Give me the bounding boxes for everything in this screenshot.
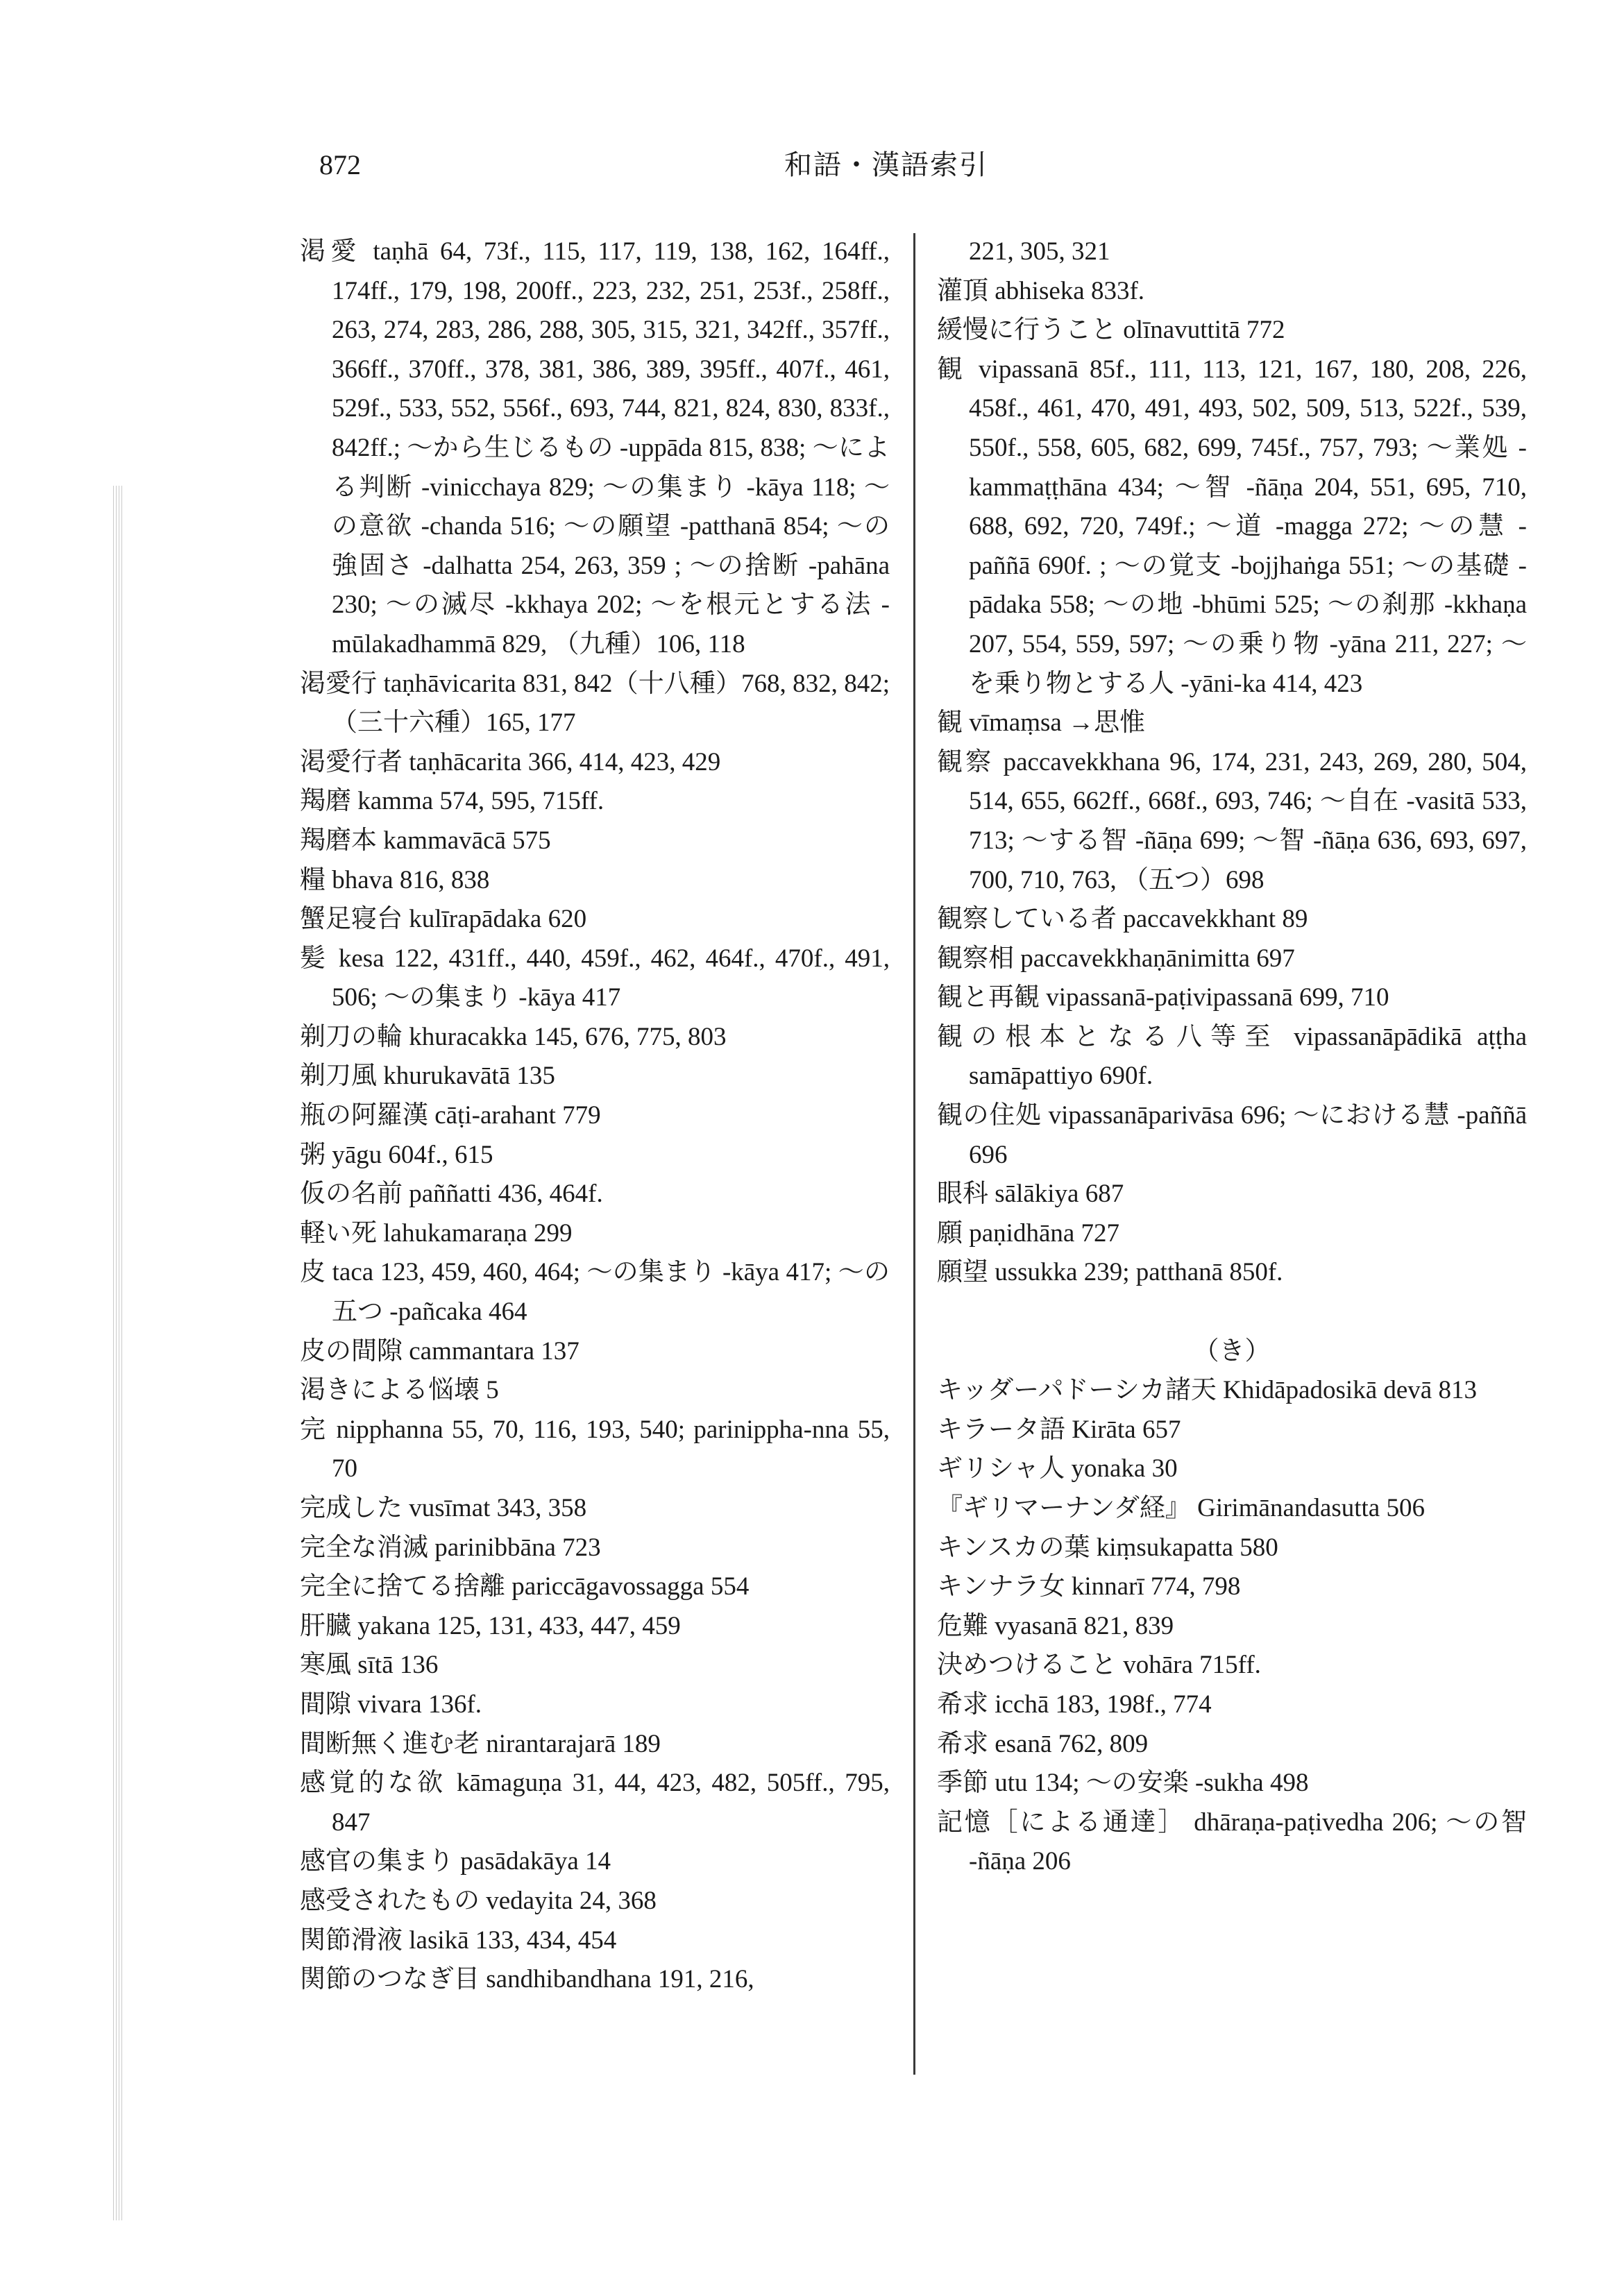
index-entry: 観の根本となる八等至 vipassanāpādikā aṭṭha samāpattiyo 690f. [937,1022,1527,1091]
continued-entry: 221, 305, 321 [969,237,1110,266]
index-entry: 剃刀の輪 khuracakka 145, 676, 775, 803 [300,1022,727,1051]
index-entry: 観 vīmaṃsa →思惟 [937,708,1146,738]
index-entry: 希求 icchā 183, 198f., 774 [937,1690,1212,1719]
index-entry: キンスカの葉 kiṃsukapatta 580 [937,1533,1278,1562]
running-head: 和語・漢語索引 [784,149,988,181]
index-entry: 願 paṇidhāna 727 [937,1218,1120,1248]
index-entry: 間断無く進む老 nirantarajarā 189 [300,1729,661,1758]
column-divider [913,233,915,2075]
index-entry: ギリシャ人 yonaka 30 [937,1454,1178,1483]
index-entry: 危難 vyasanā 821, 839 [937,1611,1174,1640]
index-entry: 願望 ussukka 239; patthanā 850f. [937,1258,1283,1287]
index-entry: 観の住処 vipassanāparivāsa 696; ～における慧 -paññā 696 [937,1101,1527,1169]
index-entry: 渇愛行者 taṇhācarita 366, 414, 423, 429 [300,747,721,776]
index-entry: 観察相 paccavekkhaṇānimitta 697 [937,944,1295,973]
index-entry: 感覚的な欲 kāmaguṇa 31, 44, 423, 482, 505ff., 795, 847 [300,1769,890,1837]
index-entry: 観 vipassanā 85f., 111, 113, 121, 167, 180, 208, 226, 458f., 461, 470, 491, 493, 502, 509, 513, 522f., 539, 550f., 558, 605, 682, 699, 745f., 757, 793; ～業処 -kammaṭṭhāna 434; ～智 -ñāṇa 204, 551, 695, 710, 688, 692, 720, 749f.; ～道 -magga 272; ～の慧 -paññā 690f. ; ～の覚支 -bojjhaṅga 551; ～の基礎 -pādaka 558; ～の地 -bhūmi 525; ～の刹那 -kkhaṇa 207, 554, 559, 597; ～の乗り物 -yāna 211, 227; ～を乗り物とする人 -yāni-ka 414, 423 [937,355,1527,698]
index-entry: 粥 yāgu 604f., 615 [300,1140,493,1169]
index-entry: 緩慢に行うこと olīnavuttitā 772 [937,316,1285,345]
index-entry: 仮の名前 paññatti 436, 464f. [300,1180,603,1209]
index-entry: 完成した vusīmat 343, 358 [300,1494,587,1522]
left-column [300,232,890,2000]
index-entry: 観察 paccavekkhana 96, 174, 231, 243, 269, 280, 504, 514, 655, 662ff., 668f., 693, 746; ～自在 -vasitā 533, 713; ～する智 -ñāṇa 699; ～智 -ñāṇa 636, 693, 697, 700, 710, 763, （五つ）698 [937,747,1527,894]
index-entry: 完全に捨てる捨離 pariccāgavossagga 554 [300,1572,750,1601]
index-entry: 希求 esanā 762, 809 [937,1729,1149,1758]
index-entry: 渇愛行 taṇhāvicarita 831, 842（十八種）768, 832, 842; （三十六種）165, 177 [300,669,890,738]
index-entry: 寒風 sītā 136 [300,1651,439,1680]
section-heading: （き） [1193,1336,1271,1366]
index-entry: 完全な消滅 parinibbāna 723 [300,1533,601,1562]
index-entry: 眼科 sālākiya 687 [937,1180,1124,1209]
index-entry: 皮 taca 123, 459, 460, 464; ～の集まり -kāya 417; ～の五つ -pañcaka 464 [300,1258,890,1327]
index-entry: 皮の間隙 cammantara 137 [300,1336,580,1366]
right-column [937,232,1527,1882]
index-entry: 関節滑液 lasikā 133, 434, 454 [300,1925,617,1955]
index-entry: 灌頂 abhiseka 833f. [937,276,1145,305]
index-entry: 間隙 vivara 136f. [300,1690,482,1719]
index-entry: 渇愛 taṇhā 64, 73f., 115, 117, 119, 138, 162, 164ff., 174ff., 179, 198, 200ff., 223, 232, 251, 253f., 258ff., 263, 274, 283, 286, 288, 305, 315, 321, 342ff., 357ff., 366ff., 370ff., 378, 381, 386, 389, 395ff., 407f., 461, 529f., 533, 552, 556f., 693, 744, 821, 824, 830, 833f., 842ff.; ～から生じるもの -uppāda 815, 838; ～による判断 -vinicchaya 829; ～の集まり -kāya 118; ～の意欲 -chanda 516; ～の願望 -patthanā 854; ～の強固さ -dalhatta 254, 263, 359 ; ～の捨断 -pahāna 230; ～の滅尽 -kkhaya 202; ～を根元とする法 -mūlakadhammā 829, （九種）106, 118 [300,237,890,658]
index-entry: 『ギリマーナンダ経』 Girimānandasutta 506 [937,1494,1425,1522]
index-entry: 糧 bhava 816, 838 [300,865,490,894]
index-entry: 羯磨本 kammavācā 575 [300,826,551,855]
index-entry: キラータ語 Kirāta 657 [937,1415,1181,1444]
index-entry: 関節のつなぎ目 sandhibandhana 191, 216, [300,1965,754,1994]
index-entry: 季節 utu 134; ～の安楽 -sukha 498 [937,1769,1309,1798]
index-entry: 軽い死 lahukamaraṇa 299 [300,1218,573,1248]
index-entry: キンナラ女 kinnarī 774, 798 [937,1572,1241,1601]
index-entry: 瓶の阿羅漢 cāṭi-arahant 779 [300,1101,601,1130]
index-entry: 感官の集まり pasādakāya 14 [300,1847,611,1876]
index-entry: 観と再観 vipassanā-paṭivipassanā 699, 710 [937,983,1389,1012]
index-entry: 髪 kesa 122, 431ff., 440, 459f., 462, 464f., 470f., 491, 506; ～の集まり -kāya 417 [300,944,890,1012]
index-entry: 記憶［による通達］ dhāraṇa-paṭivedha 206; ～の智 -ñāṇa 206 [937,1808,1527,1876]
index-entry: 蟹足寝台 kulīrapādaka 620 [300,905,587,934]
index-entry: 渇きによる悩壊 5 [300,1376,499,1405]
scan-binding-edge [111,486,122,2220]
index-entry: 決めつけること vohāra 715ff. [937,1651,1261,1680]
index-entry: キッダーパドーシカ諸天 Khidāpadosikā devā 813 [937,1376,1477,1405]
index-entry: 感受されたもの vedayita 24, 368 [300,1886,657,1915]
index-entry: 観察している者 paccavekkhant 89 [937,905,1308,934]
index-entry: 羯磨 kamma 574, 595, 715ff. [300,787,604,816]
page-number: 872 [319,149,361,180]
index-entry: 肝臓 yakana 125, 131, 433, 447, 459 [300,1611,681,1640]
index-entry: 完 nipphanna 55, 70, 116, 193, 540; parinippha-nna 55, 70 [300,1415,890,1483]
index-entry: 剃刀風 khurukavātā 135 [300,1062,555,1091]
